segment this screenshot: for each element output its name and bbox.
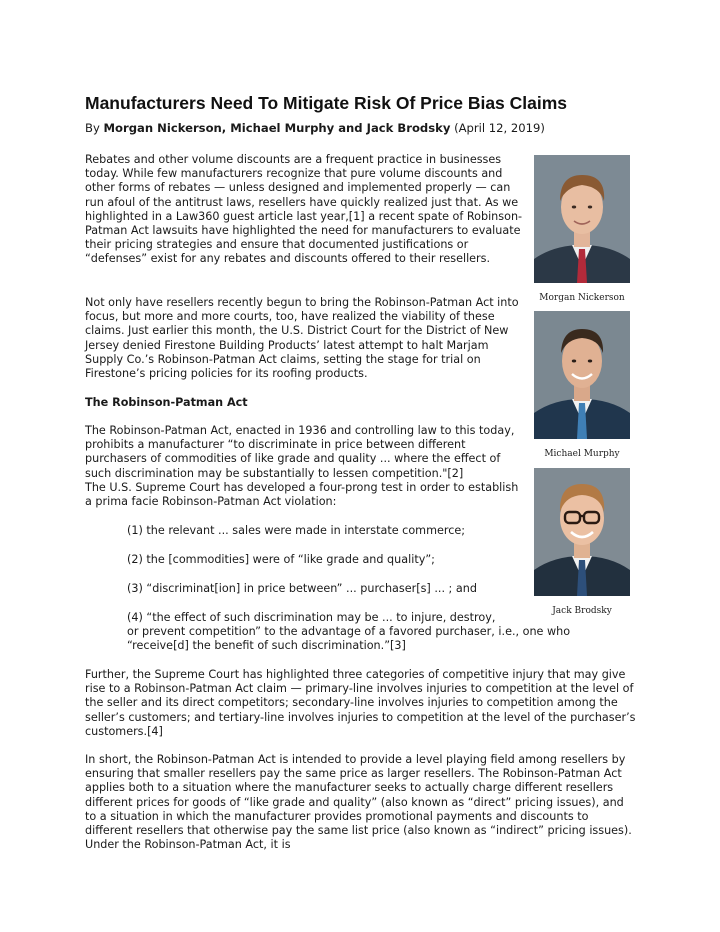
paragraph-injury: Further, the Supreme Court has highlighted three categories of competitive injury that may give rise to a Robinson-Patman Act claim — primary-line involves injuries to competition at the level of the seller and its direct competitors; secondary-line involves injuries to competition among the seller’s customers; and tertiary-line involves injuries to competition at the level of the purchaser’s customers.[4]: [85, 668, 636, 738]
paragraph-test: The U.S. Supreme Court has developed a four-prong test in order to establish a prima facie Robinson-Patman Act violation:: [85, 481, 519, 509]
prong-4-continued: or prevent competition” to the advantage of a favored purchaser, i.e., one who “receive[d] the benefit of such discrimination.”[3]: [127, 625, 571, 653]
paragraph-summary: In short, the Robinson-Patman Act is intended to provide a level playing field among resellers by ensuring that smaller resellers pay the same price as larger resellers. The Robinson-Patman Act applies both to a situation where the manufacturer seeks to actually charge different resellers different prices for goods of “like grade and quality” (also known as “direct” pricing issues), and to a situation in which the manufacturer provides promotional payments and discounts to different resellers that otherwise pay the same list price (also known as “indirect” pricing issues). Under the Robinson-Patman Act, it is: [85, 753, 632, 852]
prong-2: (2) the [commodities] were of “like grade and quality”;: [127, 553, 435, 566]
byline-date: (April 12, 2019): [450, 121, 545, 135]
paragraph-intro: Rebates and other volume discounts are a frequent practice in businesses today. While few manufacturers recognize that pure volume discounts and other forms of rebates — unless designed and implemented properly — can run afoul of the antitrust laws, resellers have quickly realized just that. As we highlighted in a Law360 guest article last year,[1] a recent spate of Robinson-Patman Act lawsuits have highlighted the need for manufacturers to evaluate their pricing strategies and ensure that documented justifications or “defenses” exist for any rebates and discounts offered to their resellers.: [85, 153, 523, 266]
photo-caption-nickerson: Morgan Nickerson: [539, 293, 625, 303]
photo-caption-murphy: Michael Murphy: [544, 449, 620, 459]
photo-caption-brodsky: Jack Brodsky: [552, 606, 612, 616]
author-photo-brodsky: [534, 468, 630, 596]
byline-prefix: By: [85, 121, 104, 135]
section-heading: The Robinson-Patman Act: [85, 396, 248, 409]
article-byline: [85, 120, 685, 136]
byline-authors: Morgan Nickerson, Michael Murphy and Jack Brodsky: [103, 121, 451, 135]
author-photo-murphy: [534, 311, 630, 439]
paragraph-courts: Not only have resellers recently begun to bring the Robinson-Patman Act into focus, but more and more courts, too, have realized the viability of these claims. Just earlier this month, the U.S. District Court for the District of New Jersey denied Firestone Building Products’ latest attempt to halt Marjam Supply Co.’s Robinson-Patman Act claims, setting the stage for trial on Firestone’s pricing policies for its roofing products.: [85, 296, 519, 381]
prong-3: (3) “discriminat[ion] in price between” ... purchaser[s] ... ; and: [127, 582, 477, 595]
prong-4-line-1: (4) “the effect of such discrimination may be ... to injure, destroy,: [127, 611, 496, 624]
prong-1: (1) the relevant ... sales were made in interstate commerce;: [127, 524, 466, 537]
author-photo-nickerson: [534, 155, 630, 283]
article-title: Manufacturers Need To Mitigate Risk Of Price Bias Claims: [85, 93, 568, 113]
paragraph-act: The Robinson-Patman Act, enacted in 1936 and controlling law to this today, prohibits a manufacturer “to discriminate in price between different purchasers of commodities of like grade and quality ... where the effect of such discrimination may be substantially to lessen competition."[2]: [85, 424, 515, 480]
